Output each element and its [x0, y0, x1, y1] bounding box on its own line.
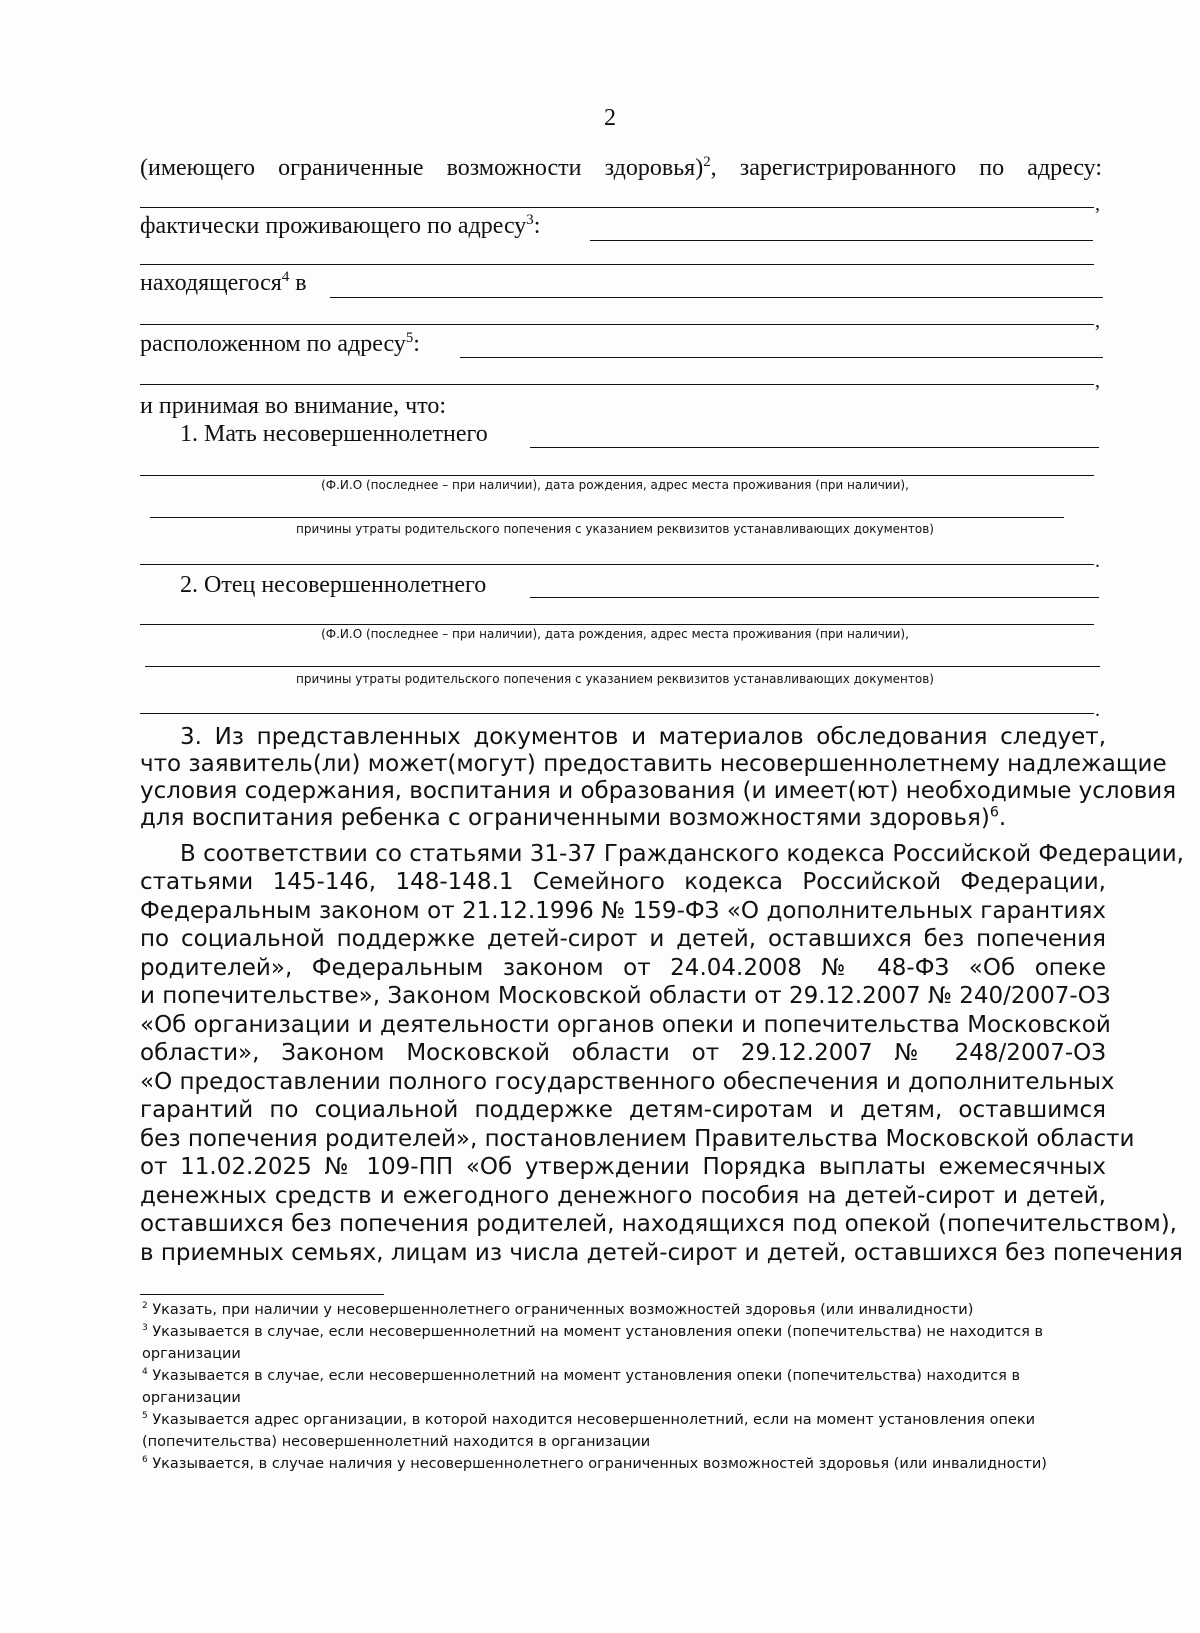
footnote-5-continued: (попечительства) несовершеннолетний находится в организации [142, 1434, 651, 1450]
footnote-mark: 4 [142, 1367, 148, 1378]
caption-fio: (Ф.И.О (последнее – при наличии), дата рождения, адрес места проживания (при наличии), [321, 478, 909, 492]
registered-address-field[interactable] [140, 207, 1094, 208]
paragraph4-line: и попечительстве», Законом Московской области от 29.12.2007 № 240/2007-ОЗ [140, 983, 1111, 1009]
organization-name-field[interactable] [330, 297, 1103, 298]
mother-reasons-field-continued[interactable] [140, 564, 1094, 565]
footnote-3 [142, 1322, 1043, 1342]
org-address-label-line [140, 330, 420, 358]
disability-clause: (имеющего ограниченные возможности здоровья) [140, 155, 704, 181]
paragraph4-line: статьями 145-146, 148-148.1 Семейного кодекса Российской Федерации, [140, 869, 1106, 895]
mother-reasons-field[interactable] [150, 517, 1064, 518]
mother-info-field-continued[interactable] [140, 475, 1094, 476]
located-in-word: в [295, 270, 307, 296]
paragraph3-line [140, 805, 1106, 832]
paragraph4-line: Федеральным законом от 21.12.1996 № 159-ФЗ «О дополнительных гарантиях [140, 898, 1106, 924]
mother-label: 1. Мать несовершеннолетнего [180, 421, 488, 447]
footnote-2 [142, 1300, 973, 1320]
paragraph4-line: в приемных семьях, лицам из числа детей-сирот и детей, оставшихся без попечения [140, 1240, 1183, 1266]
page-number: 2 [604, 105, 616, 131]
actual-address-field[interactable] [590, 240, 1093, 241]
footnote-ref-5: 5 [405, 330, 414, 346]
footnote-ref-2: 2 [703, 154, 711, 170]
footnote-5 [142, 1410, 1035, 1430]
paragraph4-line: оставшихся без попечения родителей, находящихся под опекой (попечительством), [140, 1211, 1177, 1237]
comma: , [1095, 310, 1100, 332]
footnote-3-continued: организации [142, 1346, 241, 1362]
paragraph4-line: «Об организации и деятельности органов опеки и попечительства Московской [140, 1012, 1111, 1038]
footnote-6 [142, 1454, 1047, 1474]
paragraph4-line: по социальной поддержке детей-сирот и детей, оставшихся без попечения [140, 926, 1106, 952]
considering-heading: и принимая во внимание, что: [140, 393, 447, 419]
footnote-text: Указывается в случае, если несовершеннолетний на момент установления опеки (попечительства) не находится в [152, 1324, 1044, 1340]
actual-address-field-continued[interactable] [140, 264, 1094, 265]
footnote-separator [140, 1294, 384, 1295]
father-reasons-field-continued[interactable] [140, 713, 1094, 714]
footnote-mark: 2 [142, 1301, 148, 1312]
paragraph3-line: что заявитель(ли) может(могут) предоставить несовершеннолетнему надлежащие [140, 751, 1167, 777]
footnote-mark: 5 [142, 1411, 148, 1422]
org-address-field[interactable] [460, 357, 1103, 358]
comma: , [1095, 370, 1100, 392]
footnote-mark: 3 [142, 1323, 148, 1334]
footnote-ref-4: 4 [281, 269, 290, 285]
father-info-field[interactable] [530, 597, 1099, 598]
caption-reasons: причины утраты родительского попечения с указанием реквизитов устанавливающих документов) [296, 672, 934, 686]
period: . [1095, 550, 1100, 572]
paragraph4-line: гарантий по социальной поддержке детям-сиротам и детям, оставшимся [140, 1097, 1106, 1123]
actual-address-label-line [140, 212, 540, 240]
footnote-text: Указывается, в случае наличия у несовершеннолетнего ограниченных возможностей здоровья (или инвалидности) [152, 1456, 1047, 1472]
located-label: находящегося [140, 270, 282, 296]
paragraph3-last-text: для воспитания ребенка с ограниченными возможностями здоровья) [140, 805, 990, 831]
paragraph4-line: области», Законом Московской области от 29.12.2007 № 248/2007-ОЗ [140, 1040, 1106, 1066]
paragraph4-line: «О предоставлении полного государственного обеспечения и дополнительных [140, 1069, 1115, 1095]
footnote-4 [142, 1366, 1020, 1386]
actual-address-label: фактически проживающего по адресу [140, 213, 527, 239]
footnote-mark: 6 [142, 1455, 148, 1466]
colon: : [533, 213, 541, 239]
period: . [998, 805, 1007, 831]
footnote-text: Указывается адрес организации, в которой находится несовершеннолетний, если на момент установления опеки [152, 1412, 1036, 1428]
disability-address-line [140, 154, 1102, 182]
caption-reasons: причины утраты родительского попечения с указанием реквизитов устанавливающих документов) [296, 522, 934, 536]
colon: : [413, 331, 420, 357]
org-address-field-continued[interactable] [140, 384, 1094, 385]
paragraph4-line: без попечения родителей», постановлением Правительства Московской области [140, 1126, 1135, 1152]
paragraph4-line: денежных средств и ежегодного денежного пособия на детей-сирот и детей, [140, 1183, 1106, 1209]
registered-address-label: , зарегистрированного по адресу: [710, 155, 1103, 181]
located-label-line [140, 269, 307, 297]
father-info-field-continued[interactable] [140, 624, 1094, 625]
footnote-4-continued: организации [142, 1390, 241, 1406]
paragraph3-line: условия содержания, воспитания и образования (и имеет(ют) необходимые условия [140, 778, 1177, 804]
paragraph3-line: 3. Из представленных документов и материалов обследования следует, [180, 724, 1106, 750]
caption-fio: (Ф.И.О (последнее – при наличии), дата рождения, адрес места проживания (при наличии), [321, 627, 909, 641]
paragraph4-line: В соответствии со статьями 31-37 Гражданского кодекса Российской Федерации, [180, 841, 1184, 867]
footnote-text: Указывается в случае, если несовершеннолетний на момент установления опеки (попечительства) находится в [152, 1368, 1021, 1384]
comma: , [1095, 193, 1100, 215]
org-address-label: расположенном по адресу [140, 331, 406, 357]
father-reasons-field[interactable] [145, 666, 1100, 667]
organization-name-field-continued[interactable] [140, 324, 1094, 325]
footnote-text: Указать, при наличии у несовершеннолетнего ограниченных возможностей здоровья (или инвалидности) [152, 1302, 974, 1318]
paragraph4-line: от 11.02.2025 № 109-ПП «Об утверждении Порядка выплаты ежемесячных [140, 1154, 1106, 1180]
mother-info-field[interactable] [530, 447, 1099, 448]
footnote-ref-6: 6 [989, 804, 999, 821]
footnote-ref-3: 3 [526, 212, 534, 228]
father-label: 2. Отец несовершеннолетнего [180, 572, 487, 598]
period: . [1095, 699, 1100, 721]
paragraph4-line: родителей», Федеральным законом от 24.04.2008 № 48-ФЗ «Об опеке [140, 955, 1106, 981]
